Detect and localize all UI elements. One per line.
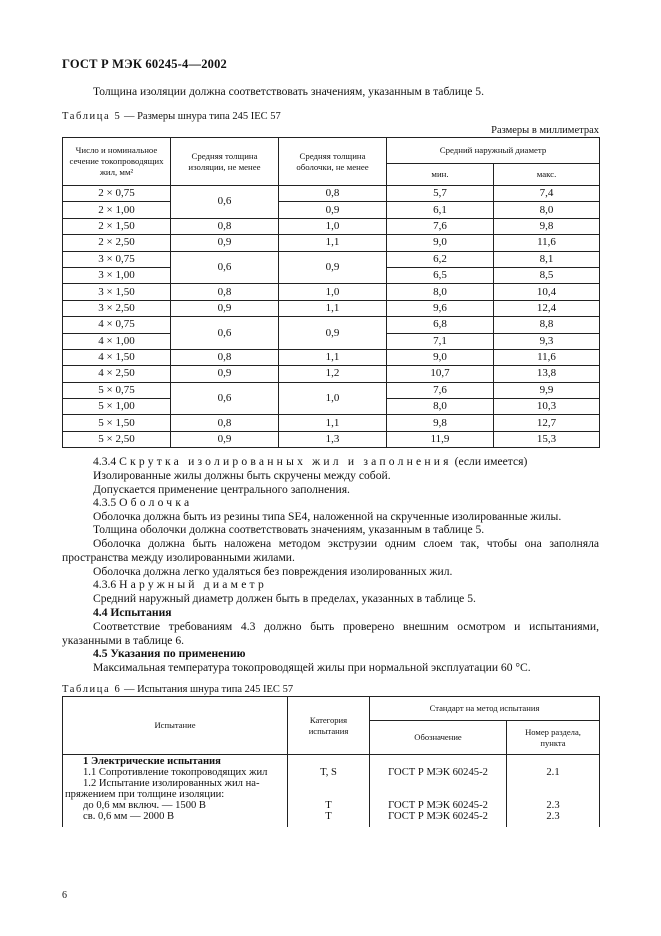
table6-row11-standard: ГОСТ Р МЭК 60245-2 — [388, 767, 488, 778]
table5-caption — [62, 110, 281, 124]
table5-header-section: Число и номинальное сечение токопроводящих жил, мм² — [63, 138, 171, 186]
table-cell: 6,1 — [387, 202, 494, 218]
section-44-line1b: указанными в таблице 6. — [62, 634, 185, 647]
table-cell: 3 × 2,50 — [63, 300, 171, 316]
section-434-title: Скрутка изолированных жил и заполнения — [119, 455, 452, 468]
table-cell: 4 × 2,50 — [63, 366, 171, 382]
table-cell: 0,9 — [279, 202, 387, 218]
section-45-title: 4.5 Указания по применению — [93, 647, 246, 660]
table-cell: 10,4 — [494, 284, 600, 300]
table-cell: 9,6 — [387, 300, 494, 316]
table-cell: 0,8 — [171, 284, 279, 300]
table-cell: 5 × 1,00 — [63, 399, 171, 415]
section-434-line1: Изолированные жилы должны быть скручены между собой. — [93, 469, 391, 482]
table-cell: 5,7 — [387, 186, 494, 202]
document-header: ГОСТ Р МЭК 60245-4—2002 — [62, 57, 227, 71]
table6-row11-section: 2.1 — [546, 767, 560, 778]
table-cell: 10,7 — [387, 366, 494, 382]
table5-caption-prefix: Таблица 5 — [62, 111, 122, 122]
intro-text: Толщина изоляции должна соответствовать значениям, указанным в таблице 5. — [93, 85, 484, 98]
table6-row11-category: T, S — [320, 767, 337, 778]
section-436-number: 4.3.6 — [93, 578, 117, 591]
table-cell: 11,9 — [387, 431, 494, 447]
table-cell: 6,8 — [387, 317, 494, 333]
table-cell: 7,6 — [387, 382, 494, 398]
table-cell: 1,1 — [279, 235, 387, 251]
table-cell: 13,8 — [494, 366, 600, 382]
table-cell: 3 × 1,00 — [63, 267, 171, 283]
table5-header-max: макс. — [494, 164, 600, 186]
table5-header-min: мин. — [387, 164, 494, 186]
table5-units: Размеры в миллиметрах — [491, 125, 599, 136]
section-44-title: 4.4 Испытания — [93, 606, 172, 619]
table-cell: 6,2 — [387, 251, 494, 267]
table-cell: 15,3 — [494, 431, 600, 447]
table-cell: 9,8 — [387, 415, 494, 431]
table-cell: 2 × 1,50 — [63, 218, 171, 234]
table-cell: 2 × 0,75 — [63, 186, 171, 202]
table-cell: 1,1 — [279, 300, 387, 316]
table-cell: 9,8 — [494, 218, 600, 234]
table-cell: 9,0 — [387, 235, 494, 251]
table-cell: 8,0 — [494, 202, 600, 218]
table6-row12c-section: 2.3 — [546, 800, 560, 811]
table-cell: 9,3 — [494, 333, 600, 349]
section-434-heading — [93, 455, 527, 469]
page-number: 6 — [62, 890, 67, 901]
section-44-line1a: Соответствие требованиям 4.3 должно быть проверено внешним осмотром и испытаниями, — [93, 620, 599, 633]
table-cell: 0,6 — [171, 186, 279, 219]
table-cell: 3 × 1,50 — [63, 284, 171, 300]
table6-test-cell — [63, 755, 288, 828]
table6-row12a-test: 1.2 Испытание изолированных жил на- — [83, 778, 260, 789]
table-cell: 2 × 2,50 — [63, 235, 171, 251]
section-436-heading — [93, 578, 267, 592]
table6-row12d-test: св. 0,6 мм — 2000 В — [83, 811, 175, 822]
table-cell: 1,0 — [279, 382, 387, 415]
table5-header-sheath: Средняя толщина оболочки, не менее — [279, 138, 387, 186]
table6-row11-test: 1.1 Сопротивление токопроводящих жил — [83, 767, 268, 778]
table-cell: 8,1 — [494, 251, 600, 267]
table6-row12c-category: Т — [325, 800, 332, 811]
table-cell: 1,3 — [279, 431, 387, 447]
table-cell: 5 × 2,50 — [63, 431, 171, 447]
table-cell: 0,9 — [171, 300, 279, 316]
table5-header-insulation: Средняя толщина изоляции, не менее — [171, 138, 279, 186]
table6-caption-prefix: Таблица 6 — [62, 684, 122, 695]
table6-row12b-test: пряжением при толщине изоляции: — [65, 789, 225, 800]
section-435-title: Оболочка — [119, 496, 193, 509]
section-45-line1: Максимальная температура токопроводящей жилы при нормальной эксплуатации 60 °С. — [93, 661, 531, 674]
table6-row1-title: 1 Электрические испытания — [83, 756, 221, 767]
table6-caption-text: — Испытания шнура типа 245 IEC 57 — [121, 684, 294, 695]
table6-row12d-standard: ГОСТ Р МЭК 60245-2 — [388, 811, 488, 822]
table-cell: 7,6 — [387, 218, 494, 234]
table-cell: 0,8 — [171, 218, 279, 234]
table-cell: 3 × 0,75 — [63, 251, 171, 267]
table-cell: 11,6 — [494, 235, 600, 251]
table-cell: 4 × 0,75 — [63, 317, 171, 333]
table-cell: 12,7 — [494, 415, 600, 431]
table-cell: 0,8 — [279, 186, 387, 202]
table-cell: 5 × 0,75 — [63, 382, 171, 398]
table-cell: 5 × 1,50 — [63, 415, 171, 431]
table5 — [62, 137, 600, 448]
table6-row12d-section: 2.3 — [546, 811, 560, 822]
section-435-heading — [93, 496, 192, 510]
table6-header-test: Испытание — [63, 697, 288, 755]
section-436-title: Наружный диаметр — [119, 578, 267, 591]
table-cell: 11,6 — [494, 349, 600, 365]
table-cell: 8,0 — [387, 284, 494, 300]
table-cell: 6,5 — [387, 267, 494, 283]
table-cell: 0,6 — [171, 251, 279, 284]
section-435-line1: Оболочка должна быть из резины типа SE4, наложенной на скрученные изолированные жилы. — [93, 510, 562, 523]
section-435-line2: Толщина оболочки должна соответствовать значениям, указанным в таблице 5. — [93, 523, 485, 536]
section-435-line3b: пространства между изолированными жилами. — [62, 551, 295, 564]
table5-caption-text: — Размеры шнура типа 245 IEC 57 — [121, 111, 281, 122]
table-cell: 9,0 — [387, 349, 494, 365]
section-434-number: 4.3.4 — [93, 455, 117, 468]
table-cell: 0,9 — [279, 251, 387, 284]
table6-category-cell — [288, 755, 370, 828]
table6-designation-cell — [370, 755, 507, 828]
table-cell: 0,9 — [171, 235, 279, 251]
table6-caption — [62, 683, 293, 697]
table-cell: 0,6 — [171, 317, 279, 350]
table6-row12c-test: до 0,6 мм включ. — 1500 В — [83, 800, 206, 811]
table-cell: 0,8 — [171, 415, 279, 431]
table-cell: 4 × 1,50 — [63, 349, 171, 365]
table-cell: 10,3 — [494, 399, 600, 415]
table-cell: 8,5 — [494, 267, 600, 283]
table6-header-section: Номер раздела, пункта — [507, 721, 600, 755]
table6-section-cell — [507, 755, 600, 828]
table-cell: 0,8 — [171, 349, 279, 365]
table6-header-designation: Обозначение — [370, 721, 507, 755]
table-cell: 0,6 — [171, 382, 279, 415]
table-cell: 1,2 — [279, 366, 387, 382]
table-cell: 4 × 1,00 — [63, 333, 171, 349]
section-435-line4: Оболочка должна легко удаляться без повреждения изолированных жил. — [93, 565, 453, 578]
section-434-note: (если имеется) — [454, 455, 528, 468]
table-cell: 2 × 1,00 — [63, 202, 171, 218]
section-436-line1: Средний наружный диаметр должен быть в пределах, указанных в таблице 5. — [93, 592, 476, 605]
table-cell: 1,0 — [279, 284, 387, 300]
table-cell: 0,9 — [171, 366, 279, 382]
table-cell: 0,9 — [171, 431, 279, 447]
table-cell: 1,1 — [279, 415, 387, 431]
table6-row12c-standard: ГОСТ Р МЭК 60245-2 — [388, 800, 488, 811]
section-435-line3a: Оболочка должна быть наложена методом экструзии одним слоем так, чтобы она заполняла — [93, 537, 599, 550]
table-cell: 1,0 — [279, 218, 387, 234]
table5-header-diameter: Средний наружный диаметр — [387, 138, 600, 164]
table-cell: 1,1 — [279, 349, 387, 365]
table-cell: 7,1 — [387, 333, 494, 349]
table6-header-standard: Стандарт на метод испытания — [370, 697, 600, 721]
section-434-line2: Допускается применение центрального заполнения. — [93, 483, 350, 496]
section-435-number: 4.3.5 — [93, 496, 117, 509]
table-cell: 12,4 — [494, 300, 600, 316]
table-cell: 8,8 — [494, 317, 600, 333]
table-cell: 8,0 — [387, 399, 494, 415]
table-cell: 7,4 — [494, 186, 600, 202]
table6-row12d-category: Т — [325, 811, 332, 822]
table6 — [62, 696, 600, 827]
table-cell: 0,9 — [279, 317, 387, 350]
table6-header-category: Категория испытания — [288, 697, 370, 755]
table-cell: 9,9 — [494, 382, 600, 398]
